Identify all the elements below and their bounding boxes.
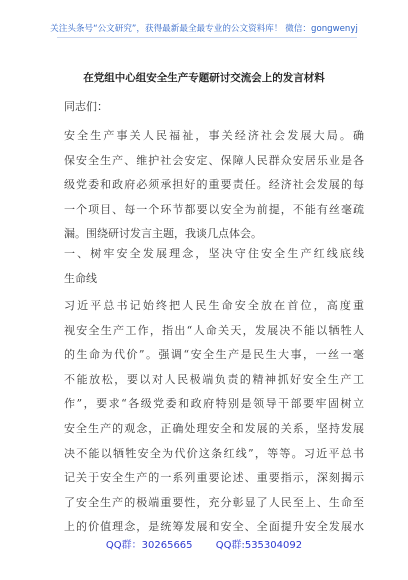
text-line: 安全生产事关人民福祉，事关经济社会发展大局。确 [64, 129, 364, 142]
text-line: 漏。围绕研讨发言主题，我谈几点体会。 [64, 227, 262, 241]
text-line: 的生命为代价”。强调“安全生产是民生大事，一丝一毫 [64, 348, 364, 362]
paragraph-intro [64, 124, 364, 247]
text-line: 安全生产的观念，正确处理安全和发展的关系，坚持发展 [64, 421, 364, 435]
section-heading-1 [64, 242, 364, 291]
text-line: 上的价值理念，是统筹发展和安全、全面提升安全发展水 [64, 520, 364, 534]
text-line: 决不能以牺牲安全为代价这条红线”，等等。习近平总书 [64, 446, 364, 460]
text-line: 习近平总书记始终把人民生命安全放在首位，高度重 [64, 299, 364, 312]
salutation: 同志们： [64, 100, 108, 113]
document-title: 在党组中心组安全生产专题研讨交流会上的发言材料 [83, 72, 325, 84]
heading-line: 一、树牢安全发展理念，坚决守住安全生产红线底线 [64, 247, 364, 260]
footer-qq-2: QQ群:535304092 [215, 540, 303, 551]
text-line: 视安全生产工作，指出“人命关天，发展决不能以牺牲人 [64, 323, 364, 337]
heading-line: 生命线 [64, 271, 97, 285]
footer-qq-1: QQ群：30265665 [105, 540, 193, 551]
text-line: 作”，要求“各级党委和政府特别是领导干部要牢固树立 [64, 397, 364, 411]
text-line: 级党委和政府必须承担好的重要责任。经济社会发展的每 [64, 178, 364, 192]
text-line: 了安全生产的极端重要性，充分彰显了人民至上、生命至 [64, 495, 364, 509]
banner-divider [57, 37, 357, 38]
footer-contact [0, 536, 408, 551]
text-line: 一个项目、每一个环节都要以安全为前提，不能有丝毫疏 [64, 202, 364, 216]
text-line: 记关于安全生产的一系列重要论述、重要指示，深刻揭示 [64, 471, 364, 485]
promo-banner: 关注头条号“公文研究”，获得最新最全最专业的公文资料库！ 微信：gongwenyj [50, 24, 358, 34]
paragraph-section-1 [64, 294, 364, 540]
text-line: 不能放松，要以对人民极端负责的精神抓好安全生产工 [64, 372, 364, 386]
text-line: 保安全生产、维护社会安定、保障人民群众安居乐业是各 [64, 153, 364, 167]
